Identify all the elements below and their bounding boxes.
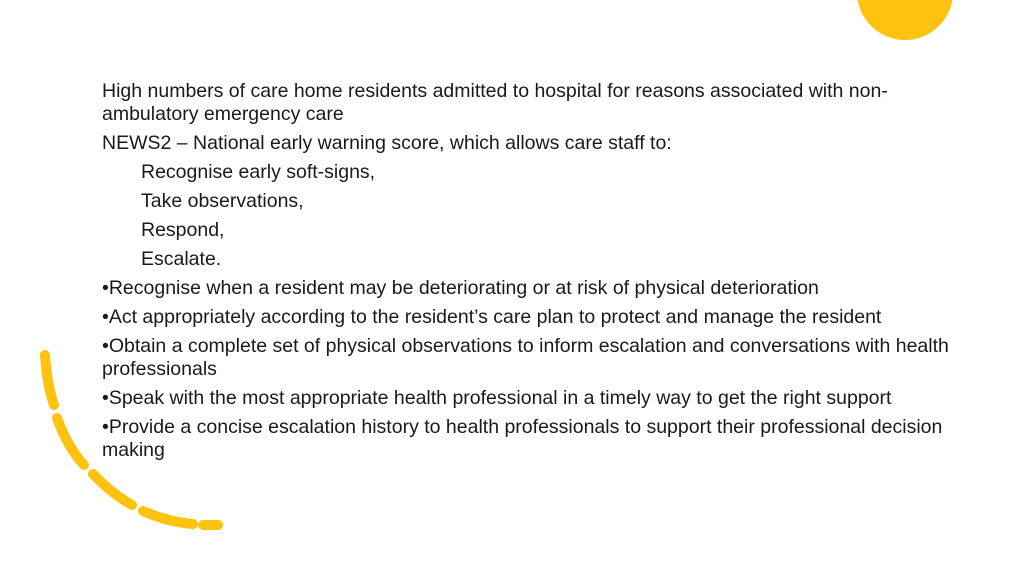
- bullet-item: •Obtain a complete set of physical observations to inform escalation and conversations with health professionals: [102, 335, 949, 380]
- text-line: NEWS2 – National early warning score, which allows care staff to:: [102, 132, 672, 154]
- slide-body: [102, 80, 982, 462]
- bullet-item: •Speak with the most appropriate health professional in a timely way to get the right support: [102, 387, 892, 409]
- bullet-item: •Act appropriately according to the resident’s care plan to protect and manage the resident: [102, 306, 882, 328]
- indented-line: Take observations,: [141, 190, 304, 212]
- indented-line: Escalate.: [141, 248, 222, 270]
- text-line: High numbers of care home residents admitted to hospital for reasons associated with non-ambulatory emergency care: [102, 80, 888, 125]
- bullet-item: •Recognise when a resident may be deteriorating or at risk of physical deterioration: [102, 277, 819, 299]
- yellow-circle-decoration: [857, 0, 953, 40]
- indented-line: Respond,: [141, 219, 225, 241]
- indented-line: Recognise early soft-signs,: [141, 161, 376, 183]
- bullet-item: •Provide a concise escalation history to health professionals to support their professional decision making: [102, 416, 943, 461]
